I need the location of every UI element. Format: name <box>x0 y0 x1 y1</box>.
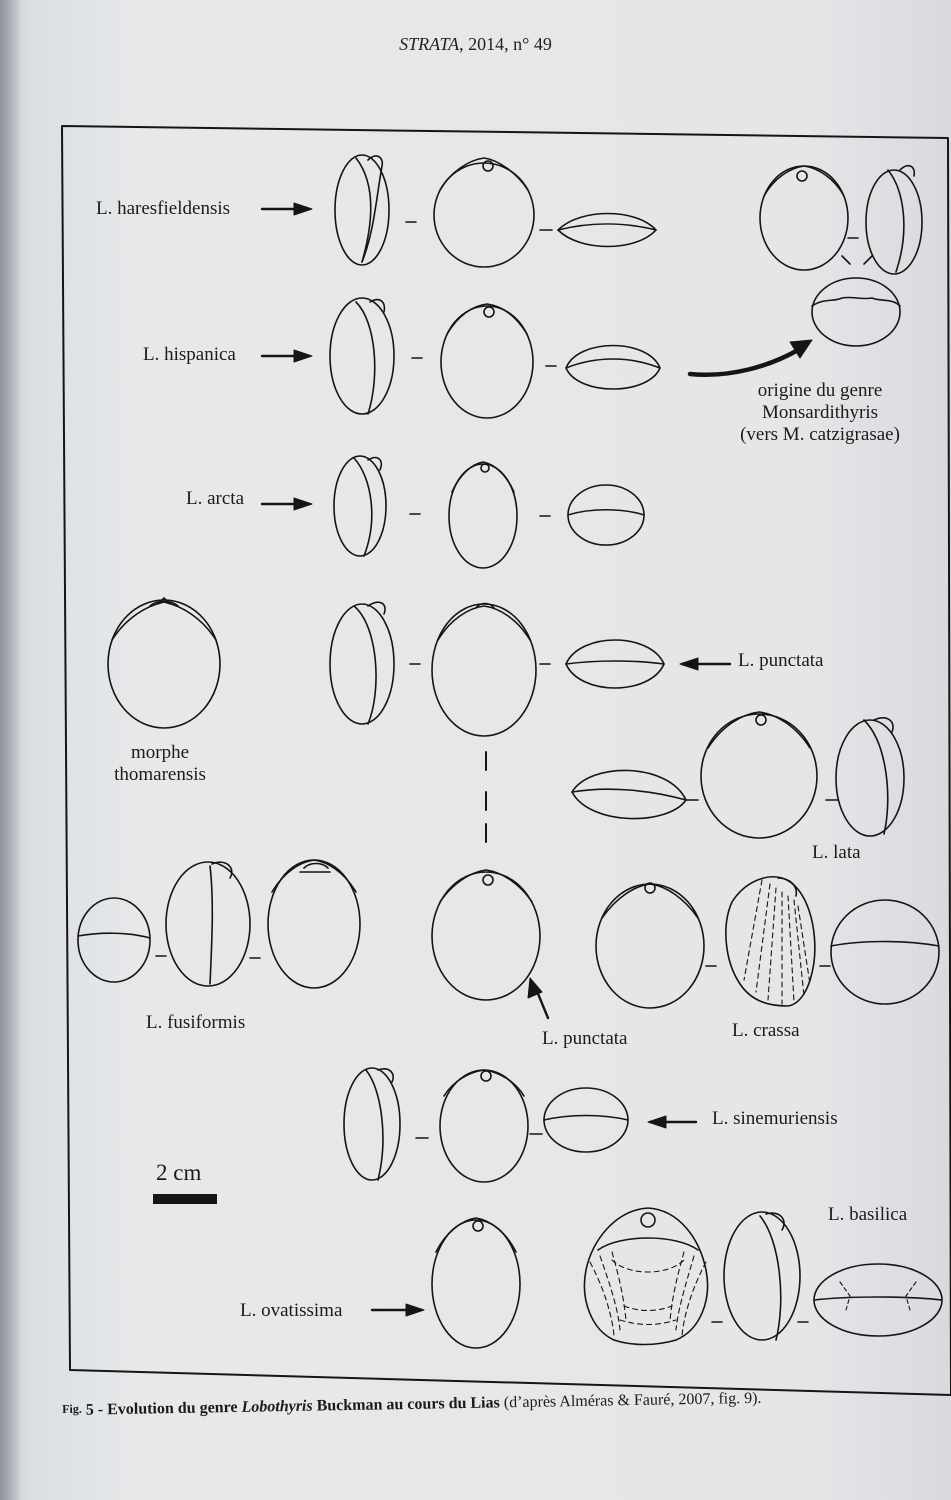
shell-lata-front <box>572 770 686 818</box>
scale-bar <box>153 1194 217 1204</box>
shell-hispanica-dorsal <box>441 304 533 418</box>
scale-label: 2 cm <box>156 1160 202 1185</box>
caption-source: (d’après Alméras & Fauré, 2007, fig. 9). <box>499 1389 762 1412</box>
shell-crassa-front <box>831 900 939 1004</box>
shell-arcta-dorsal <box>449 462 517 568</box>
shell-punctata-front <box>566 640 664 688</box>
label-morphe: morphe <box>130 742 190 763</box>
shell-crassa-dorsal <box>596 883 704 1008</box>
label-lata: L. lata <box>812 842 861 863</box>
shell-sinemuriensis-dorsal <box>440 1070 528 1182</box>
caption-bold-rest: Buckman au cours du Lias <box>312 1394 500 1415</box>
shell-sinemuriensis-side <box>344 1068 400 1180</box>
caption-fig-number: 5 - Evolution du genre <box>85 1398 242 1419</box>
shell-punctata-dorsal <box>432 604 536 737</box>
label-origin-line3: (vers M. catzigrasae) <box>740 424 900 445</box>
shell-punctata-side <box>330 602 394 724</box>
shell-monsardithyris-dorsal <box>760 166 848 270</box>
label-sinemuriensis: L. sinemuriensis <box>712 1108 838 1129</box>
label-fusiformis: L. fusiformis <box>146 1012 246 1033</box>
shell-hispanica-front <box>566 346 660 390</box>
shell-basilica-side <box>724 1212 800 1340</box>
origin-arrow <box>690 350 798 375</box>
dash <box>864 256 872 264</box>
shell-crassa-side <box>726 877 815 1006</box>
label-origin-line2: Monsardithyris <box>761 402 879 423</box>
shell-monsardithyris-front <box>812 278 900 346</box>
label-thomarensis: thomarensis <box>114 764 206 785</box>
journal-issue: , 2014, n° 49 <box>459 34 552 54</box>
label-arcta: L. arcta <box>186 488 245 509</box>
shell-lata-dorsal <box>701 712 817 838</box>
label-punctata-mid: L. punctata <box>542 1028 628 1049</box>
shell-arcta-front <box>568 485 644 545</box>
shell-sinemuriensis-front <box>544 1088 628 1152</box>
shell-lata-side <box>836 718 904 836</box>
shell-haresfieldensis-dorsal <box>434 158 534 267</box>
shell-haresfieldensis-front <box>558 214 656 247</box>
caption-fig-prefix: Fig. <box>62 1401 82 1416</box>
shell-fusiformis-side <box>166 862 250 986</box>
origin-arrowhead <box>790 340 812 358</box>
shell-basilica-front <box>814 1264 942 1336</box>
journal-name: STRATA <box>399 34 460 54</box>
label-ovatissima: L. ovatissima <box>240 1300 343 1321</box>
label-punctata-top: L. punctata <box>738 650 824 671</box>
shell-haresfieldensis-side <box>335 155 389 265</box>
label-hispanica: L. hispanica <box>143 344 236 365</box>
dash <box>842 256 850 264</box>
shell-thomarensis-dorsal <box>108 598 220 728</box>
shell-basilica-dorsal <box>584 1208 707 1345</box>
shell-monsardithyris-side <box>866 166 922 274</box>
shell-hispanica-side <box>330 298 394 414</box>
label-basilica: L. basilica <box>828 1204 908 1225</box>
shell-fusiformis-dorsal <box>268 860 360 988</box>
shell-arcta-side <box>334 456 386 556</box>
label-haresfieldensis: L. haresfieldensis <box>96 198 231 219</box>
label-crassa: L. crassa <box>732 1020 800 1041</box>
shell-fusiformis-front <box>78 898 150 982</box>
caption-genus: Lobothyris <box>241 1397 313 1416</box>
shell-ovatissima-dorsal <box>432 1218 520 1348</box>
label-origin-line1: origine du genre <box>757 380 883 401</box>
shell-punctata-mid <box>432 870 540 1000</box>
